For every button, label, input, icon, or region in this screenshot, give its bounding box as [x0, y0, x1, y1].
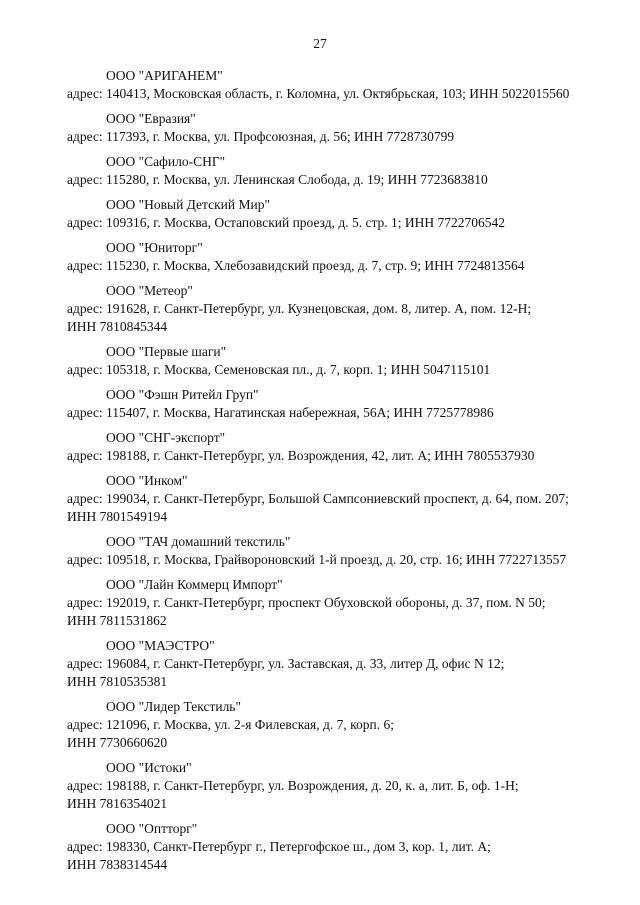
company-name: ООО "Фэшн Ритейл Груп": [106, 387, 259, 402]
company-name: ООО "Лидер Текстиль": [106, 699, 241, 714]
company-name: ООО "Новый Детский Мир": [106, 197, 270, 212]
company-inn-continuation: ИНН 7810845344: [67, 319, 168, 334]
company-name: ООО "Лайн Коммерц Импорт": [106, 577, 283, 592]
company-address: адрес: 115407, г. Москва, Нагатинская набережная, 56А; ИНН 7725778986: [67, 405, 494, 420]
company-entry: [0, 429, 640, 464]
company-inn-continuation: ИНН 7810535381: [67, 674, 168, 689]
company-name: ООО "ТАЧ домашний текстиль": [106, 534, 291, 549]
company-entry: [0, 820, 640, 873]
company-entry: [0, 698, 640, 751]
company-inn-continuation: ИНН 7838314544: [67, 857, 168, 872]
company-address: адрес: 109316, г. Москва, Остаповский проезд, д. 5. стр. 1; ИНН 7722706542: [67, 215, 506, 230]
company-inn-continuation: ИНН 7816354021: [67, 796, 168, 811]
company-name: ООО "Первые шаги": [106, 344, 227, 359]
company-address: адрес: 115280, г. Москва, ул. Ленинская Слобода, д. 19; ИНН 7723683810: [67, 172, 488, 187]
company-entry: [0, 110, 640, 145]
company-address: адрес: 199034, г. Санкт-Петербург, Большой Сампсониевский проспект, д. 64, пом. 207;: [67, 491, 569, 506]
company-name: ООО "АРИГАНЕМ": [106, 68, 223, 83]
company-inn-continuation: ИНН 7730660620: [67, 735, 168, 750]
company-name: ООО "Евразия": [106, 111, 196, 126]
company-name: ООО "Инком": [106, 473, 188, 488]
company-name: ООО "МАЭСТРО": [106, 638, 215, 653]
company-address: адрес: 117393, г. Москва, ул. Профсоюзная, д. 56; ИНН 7728730799: [67, 129, 455, 144]
company-entry: [0, 343, 640, 378]
company-name: ООО "Сафило-СНГ": [106, 154, 226, 169]
company-entry: [0, 759, 640, 812]
company-address: адрес: 198330, Санкт-Петербург г., Петергофское ш., дом 3, кор. 1, лит. А;: [67, 839, 491, 854]
company-address: адрес: 191628, г. Санкт-Петербург, ул. Кузнецовская, дом. 8, литер. А, пом. 12-Н;: [67, 301, 532, 316]
company-entry: [0, 282, 640, 335]
company-name: ООО "СНГ-экспорт": [106, 430, 226, 445]
company-inn-continuation: ИНН 7801549194: [67, 509, 168, 524]
company-name: ООО "Метеор": [106, 283, 193, 298]
company-name: ООО "Оптторг": [106, 821, 198, 836]
company-entry: [0, 386, 640, 421]
company-address: адрес: 192019, г. Санкт-Петербург, проспект Обуховской обороны, д. 37, пом. N 50;: [67, 595, 546, 610]
company-entry: [0, 533, 640, 568]
company-inn-continuation: ИНН 7811531862: [67, 613, 167, 628]
company-entry: [0, 67, 640, 102]
page-number: 27: [313, 36, 327, 51]
company-name: ООО "Истоки": [106, 760, 192, 775]
company-address: адрес: 198188, г. Санкт-Петербург, ул. Возрождения, 42, лит. А; ИНН 7805537930: [67, 448, 535, 463]
company-address: адрес: 109518, г. Москва, Грайвороновский 1-й проезд, д. 20, стр. 16; ИНН 7722713557: [67, 552, 567, 567]
company-address: адрес: 115230, г. Москва, Хлебозавидский проезд, д. 7, стр. 9; ИНН 7724813564: [67, 258, 525, 273]
company-entry: [0, 196, 640, 231]
company-address: адрес: 198188, г. Санкт-Петербург, ул. Возрождения, д. 20, к. а, лит. Б, оф. 1-Н;: [67, 778, 519, 793]
company-entry: [0, 576, 640, 629]
company-address: адрес: 196084, г. Санкт-Петербург, ул. Заставская, д. 33, литер Д, офис N 12;: [67, 656, 505, 671]
company-entry: [0, 637, 640, 690]
company-list: [0, 67, 640, 881]
company-address: адрес: 105318, г. Москва, Семеновская пл., д. 7, корп. 1; ИНН 5047115101: [67, 362, 491, 377]
company-address: адрес: 121096, г. Москва, ул. 2-я Филевская, д. 7, корп. 6;: [67, 717, 394, 732]
company-entry: [0, 472, 640, 525]
company-address: адрес: 140413, Московская область, г. Коломна, ул. Октябрьская, 103; ИНН 5022015560: [67, 86, 570, 101]
company-entry: [0, 239, 640, 274]
company-entry: [0, 153, 640, 188]
company-name: ООО "Юниторг": [106, 240, 203, 255]
